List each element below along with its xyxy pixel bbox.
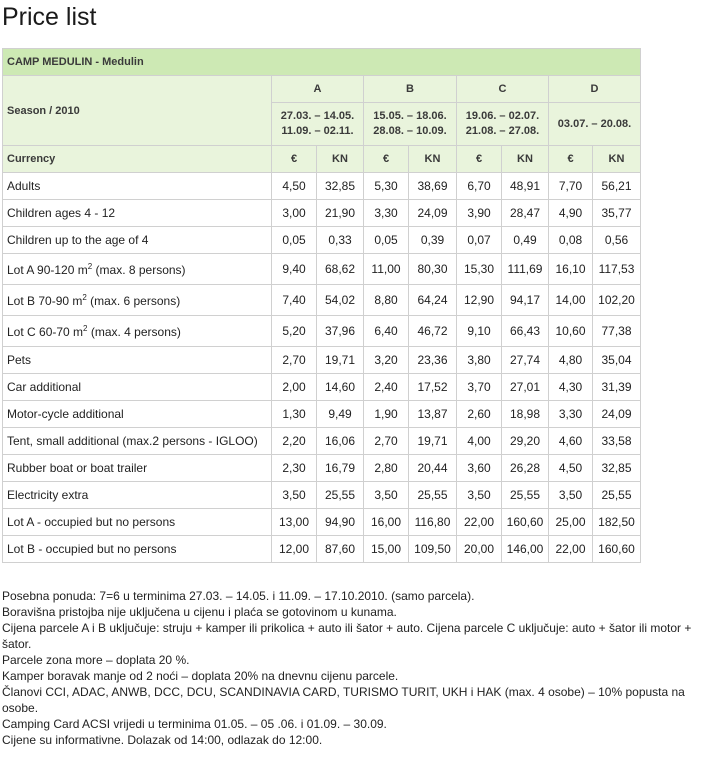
price-cell: 2,40 [364,374,409,401]
currency-kn: KN [593,146,641,173]
price-cell: 46,72 [409,316,457,347]
price-cell: 56,21 [593,173,641,200]
price-cell: 32,85 [593,455,641,482]
season-a-name: A [272,76,364,103]
price-cell: 25,55 [409,482,457,509]
table-row [3,482,641,509]
price-cell: 0,05 [364,227,409,254]
price-cell: 20,00 [457,536,502,563]
page-title: Price list [2,3,97,31]
row-label: Lot B - occupied but no persons [3,536,272,563]
price-cell: 4,50 [549,455,593,482]
camp-name: CAMP MEDULIN - Medulin [3,49,641,76]
currency-eur: € [272,146,317,173]
price-cell: 1,30 [272,401,317,428]
price-cell: 24,09 [409,200,457,227]
price-cell: 17,52 [409,374,457,401]
price-cell: 1,90 [364,401,409,428]
note-line: Kamper boravak manje od 2 noći – doplata 20% na dnevnu cijenu parcele. [2,669,399,683]
price-cell: 22,00 [549,536,593,563]
season-d-name: D [549,76,641,103]
price-cell: 25,55 [593,482,641,509]
price-cell: 94,90 [317,509,364,536]
row-label: Lot A - occupied but no persons [3,509,272,536]
price-cell: 38,69 [409,173,457,200]
price-cell: 2,70 [272,347,317,374]
season-label: Season / 2010 [3,76,272,146]
row-label: Adults [3,173,272,200]
note-line: Posebna ponuda: 7=6 u terminima 27.03. – 14.05. i 11.09. – 17.10.2010. (samo parcela). [2,589,475,603]
season-c-dates: 19.06. – 02.07. 21.08. – 27.08. [457,103,549,146]
season-c-name: C [457,76,549,103]
note-line: Camping Card ACSI vrijedi u terminima 01.05. – 05 .06. i 01.09. – 30.09. [2,717,387,731]
price-cell: 160,60 [593,536,641,563]
row-label: Lot B 70-90 $m^2$ (max. 6 persons) [3,285,272,316]
table-row [3,536,641,563]
price-cell: 77,38 [593,316,641,347]
currency-kn: KN [317,146,364,173]
price-cell: 9,10 [457,316,502,347]
price-cell: 29,20 [502,428,549,455]
price-cell: 35,77 [593,200,641,227]
currency-kn: KN [502,146,549,173]
price-cell: 2,60 [457,401,502,428]
price-cell: 0,07 [457,227,502,254]
notes [2,588,704,748]
price-cell: 94,17 [502,285,549,316]
season-a-dates: 27.03. – 14.05. 11.09. – 02.11. [272,103,364,146]
price-cell: 25,55 [502,482,549,509]
price-cell: 3,50 [457,482,502,509]
price-cell: 4,90 [549,200,593,227]
table-row [3,374,641,401]
price-cell: 13,87 [409,401,457,428]
price-cell: 6,70 [457,173,502,200]
currency-eur: € [457,146,502,173]
price-cell: 8,80 [364,285,409,316]
price-cell: 21,90 [317,200,364,227]
price-cell: 31,39 [593,374,641,401]
price-cell: 28,47 [502,200,549,227]
price-cell: 6,40 [364,316,409,347]
price-cell: 3,50 [364,482,409,509]
price-cell: 27,01 [502,374,549,401]
price-cell: 3,60 [457,455,502,482]
currency-eur: € [364,146,409,173]
price-cell: 5,20 [272,316,317,347]
price-cell: 117,53 [593,254,641,285]
note-line: Cijena parcele A i B uključuje: struju + kamper ili prikolica + auto ili šator + auto. Cijena parcele C uključuje: auto + šator ili motor + šator. [2,621,692,651]
price-cell: 15,30 [457,254,502,285]
price-cell: 0,49 [502,227,549,254]
price-cell: 15,00 [364,536,409,563]
price-cell: 0,33 [317,227,364,254]
table-row [3,401,641,428]
note-line: Boravišna pristojba nije uključena u cijenu i plaća se gotovinom u kunama. [2,605,397,619]
price-cell: 3,90 [457,200,502,227]
price-cell: 32,85 [317,173,364,200]
row-label: Lot A 90-120 $m^2$ (max. 8 persons) [3,254,272,285]
price-cell: 102,20 [593,285,641,316]
price-cell: 80,30 [409,254,457,285]
note-line: Parcele zona more – doplata 20 %. [2,653,190,667]
table-row [3,428,641,455]
price-cell: 146,00 [502,536,549,563]
price-cell: 18,98 [502,401,549,428]
table-row [3,173,641,200]
price-cell: 13,00 [272,509,317,536]
price-cell: 87,60 [317,536,364,563]
row-label: Lot C 60-70 $m^2$ (max. 4 persons) [3,316,272,347]
price-cell: 160,60 [502,509,549,536]
price-cell: 2,20 [272,428,317,455]
row-label: Car additional [3,374,272,401]
row-label: Rubber boat or boat trailer [3,455,272,482]
price-cell: 4,50 [272,173,317,200]
price-cell: 66,43 [502,316,549,347]
price-cell: 4,00 [457,428,502,455]
price-cell: 0,05 [272,227,317,254]
table-row [3,347,641,374]
price-cell: 19,71 [409,428,457,455]
price-cell: 9,40 [272,254,317,285]
price-cell: 14,60 [317,374,364,401]
price-cell: 4,80 [549,347,593,374]
price-cell: 10,60 [549,316,593,347]
price-table [2,48,641,563]
price-cell: 0,08 [549,227,593,254]
price-cell: 27,74 [502,347,549,374]
note-line: Cijene su informativne. Dolazak od 14:00, odlazak do 12:00. [2,733,323,747]
price-cell: 16,79 [317,455,364,482]
price-cell: 25,00 [549,509,593,536]
table-row [3,285,641,316]
row-label: Tent, small additional (max.2 persons - IGLOO) [3,428,272,455]
price-cell: 35,04 [593,347,641,374]
price-cell: 109,50 [409,536,457,563]
price-cell: 2,00 [272,374,317,401]
price-cell: 2,30 [272,455,317,482]
currency-label: Currency [3,146,272,173]
row-label: Motor-cycle additional [3,401,272,428]
price-cell: 3,50 [549,482,593,509]
price-cell: 3,00 [272,200,317,227]
season-d-dates: 03.07. – 20.08. [549,103,641,146]
note-line: Članovi CCI, ADAC, ANWB, DCC, DCU, SCANDINAVIA CARD, TURISMO TURIT, UKH i HAK (max. 4 osobe) – 10% popusta na osobe. [2,685,685,715]
price-cell: 24,09 [593,401,641,428]
price-cell: 182,50 [593,509,641,536]
price-cell: 37,96 [317,316,364,347]
price-cell: 12,90 [457,285,502,316]
table-row [3,200,641,227]
price-cell: 7,70 [549,173,593,200]
price-cell: 2,70 [364,428,409,455]
row-label: Children ages 4 - 12 [3,200,272,227]
price-cell: 25,55 [317,482,364,509]
price-cell: 111,69 [502,254,549,285]
table-row [3,316,641,347]
row-label: Children up to the age of 4 [3,227,272,254]
price-cell: 12,00 [272,536,317,563]
price-cell: 0,39 [409,227,457,254]
price-cell: 3,20 [364,347,409,374]
row-label: Pets [3,347,272,374]
price-cell: 3,50 [272,482,317,509]
price-cell: 54,02 [317,285,364,316]
season-b-dates: 15.05. – 18.06. 28.08. – 10.09. [364,103,457,146]
price-cell: 48,91 [502,173,549,200]
currency-kn: KN [409,146,457,173]
price-cell: 19,71 [317,347,364,374]
price-cell: 3,70 [457,374,502,401]
table-row [3,254,641,285]
price-cell: 5,30 [364,173,409,200]
season-b-name: B [364,76,457,103]
table-row [3,509,641,536]
price-cell: 2,80 [364,455,409,482]
currency-eur: € [549,146,593,173]
price-cell: 22,00 [457,509,502,536]
price-cell: 0,56 [593,227,641,254]
price-cell: 3,30 [364,200,409,227]
price-cell: 3,80 [457,347,502,374]
price-cell: 26,28 [502,455,549,482]
table-row [3,455,641,482]
price-cell: 20,44 [409,455,457,482]
price-cell: 4,60 [549,428,593,455]
price-cell: 23,36 [409,347,457,374]
price-cell: 7,40 [272,285,317,316]
price-cell: 3,30 [549,401,593,428]
price-cell: 64,24 [409,285,457,316]
price-cell: 33,58 [593,428,641,455]
price-cell: 116,80 [409,509,457,536]
price-cell: 16,00 [364,509,409,536]
price-cell: 16,06 [317,428,364,455]
price-cell: 16,10 [549,254,593,285]
table-row [3,227,641,254]
row-label: Electricity extra [3,482,272,509]
price-cell: 68,62 [317,254,364,285]
price-cell: 14,00 [549,285,593,316]
price-cell: 4,30 [549,374,593,401]
price-cell: 9,49 [317,401,364,428]
price-cell: 11,00 [364,254,409,285]
